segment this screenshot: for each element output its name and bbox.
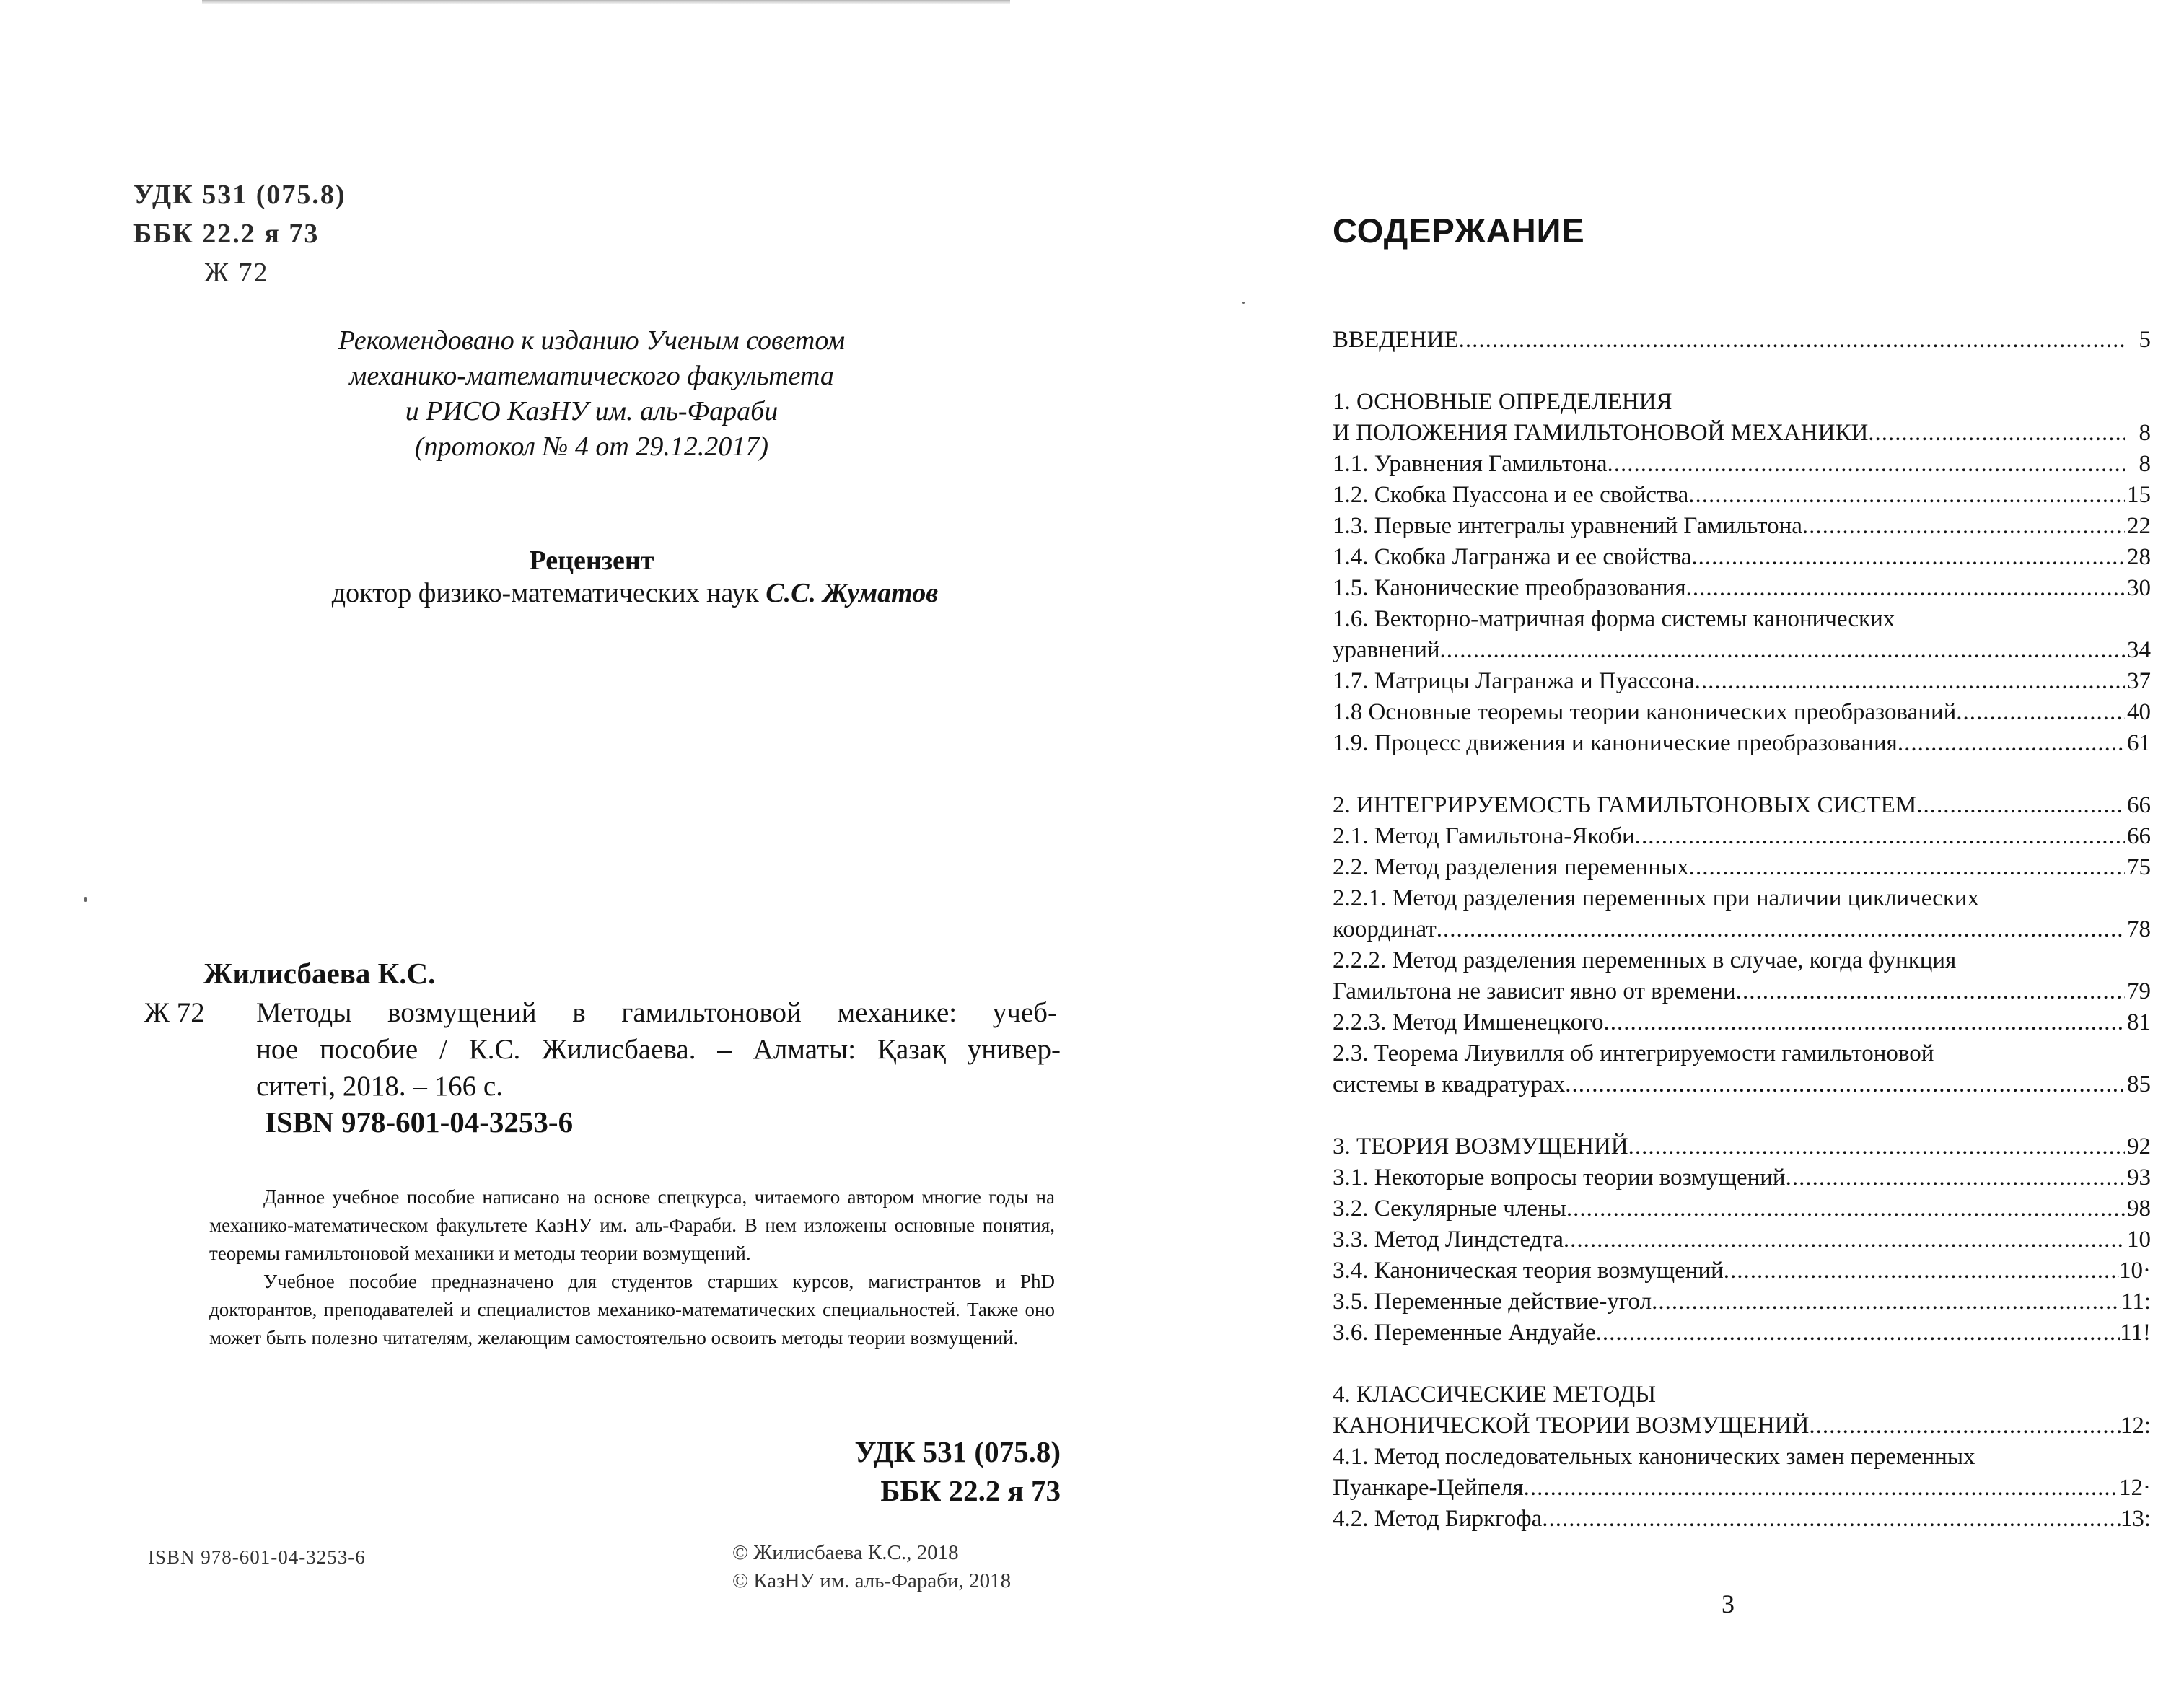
toc-entry-label: Гамильтона не зависит явно от времени [1333, 978, 1736, 1004]
toc-entry-label: уравнений [1333, 637, 1440, 663]
toc-leader [1603, 1007, 2125, 1038]
toc-entry[interactable] [1333, 914, 2151, 945]
toc-leader [1608, 449, 2126, 480]
toc-entry-label: 1.3. Первые интегралы уравнений Гамильтона [1333, 513, 1802, 539]
toc-page-number: 30 [2127, 575, 2151, 601]
toc-entry-label: 3.3. Метод Линдстедта [1333, 1227, 1564, 1253]
toc-leader [1809, 1411, 2121, 1442]
toc-page-number: 75 [2127, 854, 2151, 880]
reviewer-name: С.С. Жуматов [766, 578, 939, 608]
toc-entry[interactable] [1333, 1007, 2151, 1038]
toc-leader [1565, 1069, 2125, 1100]
toc-entry-label: 3.6. Переменные Андуайе [1333, 1320, 1596, 1346]
toc-page-number: 11: [2121, 1289, 2151, 1315]
toc-leader [1524, 1473, 2119, 1504]
toc-entry[interactable] [1333, 1069, 2151, 1100]
toc-page-number: 22 [2127, 513, 2151, 539]
toc-entry[interactable] [1333, 418, 2151, 449]
toc-page-number: 66 [2127, 792, 2151, 818]
toc-entry[interactable] [1333, 1224, 2151, 1255]
toc-entry[interactable] [1333, 666, 2151, 697]
toc-leader [1868, 418, 2125, 449]
left-page [0, 0, 1082, 1697]
classification-codes-top [133, 175, 346, 292]
scan-speck [1242, 302, 1245, 304]
toc-entry-label: 1.4. Скобка Лагранжа и ее свойства [1333, 544, 1692, 570]
toc-leader [1689, 852, 2125, 883]
toc-chapter-title: 4. КЛАССИЧЕСКИЕ МЕТОДЫ [1333, 1382, 1656, 1408]
scan-speck [84, 897, 87, 902]
toc-leader [1437, 914, 2125, 945]
toc-entry-label: КАНОНИЧЕСКОЙ ТЕОРИИ ВОЗМУЩЕНИЙ [1333, 1413, 1810, 1439]
toc-page-number: 10· [2119, 1258, 2151, 1284]
toc-entry-label: Пуанкаре-Цейпеля [1333, 1475, 1524, 1501]
toc-entry[interactable] [1333, 573, 2151, 604]
biblio-line: ситеті, 2018. – 166 с. [256, 1071, 503, 1102]
classification-codes-bottom [722, 1432, 1061, 1510]
author-mark: Ж 72 [204, 258, 269, 288]
toc-entry-label: 2.1. Метод Гамильтона-Якоби [1333, 823, 1635, 849]
toc-title: СОДЕРЖАНИЕ [1333, 211, 1585, 250]
toc-entry[interactable] [1333, 1411, 2151, 1442]
reviewer-degree: доктор физико-математических наук [331, 578, 759, 608]
toc-page-number: 79 [2127, 978, 2151, 1004]
toc-leader [1688, 480, 2125, 511]
toc-page-number: 92 [2127, 1133, 2151, 1159]
toc-entry[interactable] [1333, 1193, 2151, 1224]
toc-entry-label: 3.5. Переменные действие-угол [1333, 1289, 1652, 1315]
toc-entry[interactable] [1333, 1317, 2151, 1349]
toc-page-number: 28 [2127, 544, 2151, 570]
toc-entry[interactable] [1333, 1162, 2151, 1193]
annotation [209, 1183, 1055, 1352]
toc-page-number: 98 [2127, 1196, 2151, 1222]
toc-entry[interactable] [1333, 1286, 2151, 1317]
toc-entry-label: ВВЕДЕНИЕ [1333, 327, 1459, 353]
toc-page-number: 5 [2139, 327, 2151, 353]
copyright-line: © Жилисбаева К.С., 2018 [732, 1541, 959, 1564]
toc-entry-first-line: 2.2.2. Метод разделения переменных в случае, когда функция [1333, 947, 1957, 973]
isbn-small: ISBN 978-601-04-3253-6 [148, 1546, 366, 1568]
toc-entry[interactable] [1333, 821, 2151, 852]
toc-entry-label: 2.2. Метод разделения переменных [1333, 854, 1689, 880]
toc-entry[interactable] [1333, 697, 2151, 728]
toc-entry-first-line: 2.3. Теорема Лиувилля об интегрируемости гамильтоновой [1333, 1040, 1934, 1066]
toc-entry[interactable] [1333, 542, 2151, 573]
toc-entry[interactable] [1333, 1131, 2151, 1162]
toc-page-number: 61 [2127, 730, 2151, 756]
author-heading: Жилисбаева К.С. [203, 957, 436, 990]
toc-page-number: 13: [2120, 1506, 2151, 1532]
table-of-contents [1333, 325, 2151, 1535]
toc-entry[interactable] [1333, 449, 2151, 480]
toc-entry[interactable] [1333, 728, 2151, 759]
toc-entry-first-line: 1.6. Векторно-матричная форма системы канонических [1333, 606, 1895, 632]
copyright-line: © КазНУ им. аль-Фараби, 2018 [732, 1569, 1012, 1592]
biblio-line: Методы возмущений в гамильтоновой механике: учеб- [256, 997, 1057, 1028]
toc-entry[interactable] [1333, 325, 2151, 356]
toc-entry[interactable] [1333, 976, 2151, 1007]
annotation-paragraph: Учебное пособие предназначено для студентов старших курсов, магистрантов и PhD докторантов, преподавателей и специалистов механико-математических специальностей. Также оно может быть полезно читателям, желающим самостоятельно освоить методы теории возмущений. [209, 1271, 1055, 1349]
copyright-block [732, 1539, 1011, 1595]
recommendation-line: механико-математического факультета [349, 361, 834, 391]
toc-page-number: 40 [2127, 699, 2151, 725]
reviewer-title: Рецензент [529, 545, 654, 576]
toc-leader [1956, 697, 2125, 728]
toc-page-number: 85 [2127, 1071, 2151, 1097]
toc-leader [1628, 1131, 2125, 1162]
toc-entry-label: 1.7. Матрицы Лагранжа и Пуассона [1333, 668, 1695, 694]
reviewer-line [274, 577, 996, 609]
annotation-paragraph: Данное учебное пособие написано на основе спецкурса, читаемого автором многие годы на механико-математическом факультете КазНУ им. аль-Фараби. В нем изложены основные понятия, теоремы гамильтоновой механики и методы теории возмущений. [209, 1186, 1055, 1264]
toc-page-number: 12: [2120, 1413, 2151, 1439]
toc-page-number: 15 [2127, 482, 2151, 508]
bbk-code-bottom: ББК 22.2 я 73 [880, 1474, 1061, 1507]
toc-leader [1686, 573, 2125, 604]
toc-entry-first-line: 4.1. Метод последовательных канонических замен переменных [1333, 1444, 1975, 1470]
udk-code: УДК 531 (075.8) [133, 180, 346, 210]
toc-leader [1802, 511, 2125, 542]
toc-entry[interactable] [1333, 790, 2151, 821]
toc-entry-label: 2.2.3. Метод Имшенецкого [1333, 1009, 1604, 1035]
toc-entry-label: 4.2. Метод Биркгофа [1333, 1506, 1543, 1532]
catalog-code: Ж 72 [144, 997, 205, 1028]
toc-entry-label: 3. ТЕОРИЯ ВОЗМУЩЕНИЙ [1333, 1133, 1628, 1159]
toc-entry-label: 1.9. Процесс движения и канонические преобразования [1333, 730, 1898, 756]
biblio-line: ное пособие / К.С. Жилисбаева. – Алматы: Қазақ универ- [256, 1034, 1061, 1065]
toc-page-number: 34 [2127, 637, 2151, 663]
bibliographic-record [144, 994, 1061, 1105]
toc-leader [1898, 728, 2125, 759]
udk-code-bottom: УДК 531 (075.8) [854, 1435, 1061, 1468]
toc-entry-label: 3.2. Секулярные члены [1333, 1196, 1566, 1222]
toc-leader [1691, 542, 2125, 573]
toc-entry-label: 1.8 Основные теоремы теории канонических преобразований [1333, 699, 1957, 725]
toc-entry-first-line: 2.2.1. Метод разделения переменных при наличии циклических [1333, 885, 1980, 911]
toc-entry-label: И ПОЛОЖЕНИЯ ГАМИЛЬТОНОВОЙ МЕХАНИКИ [1333, 420, 1869, 446]
recommendation-line: (протокол № 4 от 29.12.2017) [415, 431, 768, 462]
toc-chapter-title: 1. ОСНОВНЫЕ ОПРЕДЕЛЕНИЯ [1333, 389, 1672, 415]
toc-page-number: 37 [2127, 668, 2151, 694]
toc-page-number: 11! [2120, 1320, 2151, 1346]
toc-page-number: 78 [2127, 916, 2151, 942]
toc-entry-label: 1.5. Канонические преобразования [1333, 575, 1686, 601]
toc-entry[interactable] [1333, 1255, 2151, 1286]
isbn-bold: ISBN 978-601-04-3253-6 [265, 1105, 574, 1139]
toc-page-number: 12· [2119, 1475, 2151, 1501]
toc-entry-label: системы в квадратурах [1333, 1071, 1566, 1097]
toc-page-number: 93 [2127, 1165, 2151, 1190]
bbk-code: ББК 22.2 я 73 [133, 219, 320, 249]
toc-leader [1566, 1193, 2125, 1224]
toc-page-number: 8 [2139, 451, 2151, 477]
page-number: 3 [1722, 1589, 1735, 1618]
toc-leader [1596, 1317, 2121, 1349]
toc-entry-label: 3.1. Некоторые вопросы теории возмущений [1333, 1165, 1786, 1190]
toc-leader [1635, 821, 2125, 852]
toc-leader [1724, 1255, 2119, 1286]
toc-entry[interactable] [1333, 1473, 2151, 1504]
toc-entry-label: 1.1. Уравнения Гамильтона [1333, 451, 1608, 477]
toc-leader [1440, 635, 2125, 666]
toc-page-number: 66 [2127, 823, 2151, 849]
toc-page-number: 81 [2127, 1009, 2151, 1035]
toc-leader [1652, 1286, 2121, 1317]
toc-entry-label: координат [1333, 916, 1437, 942]
recommendation-block [274, 323, 909, 465]
toc-entry[interactable] [1333, 1504, 2151, 1535]
toc-entry-label: 1.2. Скобка Пуассона и ее свойства [1333, 482, 1689, 508]
toc-entry[interactable] [1333, 480, 2151, 511]
toc-leader [1459, 325, 2125, 356]
toc-leader [1695, 666, 2125, 697]
toc-leader [1736, 976, 2125, 1007]
recommendation-line: Рекомендовано к изданию Ученым советом [338, 325, 846, 356]
toc-leader [1786, 1162, 2125, 1193]
toc-leader [1916, 790, 2125, 821]
toc-page-number: 8 [2139, 420, 2151, 446]
toc-entry[interactable] [1333, 635, 2151, 666]
toc-entry-label: 3.4. Каноническая теория возмущений [1333, 1258, 1724, 1284]
toc-entry[interactable] [1333, 852, 2151, 883]
toc-leader [1564, 1224, 2125, 1255]
toc-entry[interactable] [1333, 511, 2151, 542]
toc-entry-label: 2. ИНТЕГРИРУЕМОСТЬ ГАМИЛЬТОНОВЫХ СИСТЕМ [1333, 792, 1917, 818]
recommendation-line: и РИСО КазНУ им. аль-Фараби [405, 396, 779, 426]
toc-page-number: 10 [2127, 1227, 2151, 1253]
toc-leader [1542, 1504, 2121, 1535]
